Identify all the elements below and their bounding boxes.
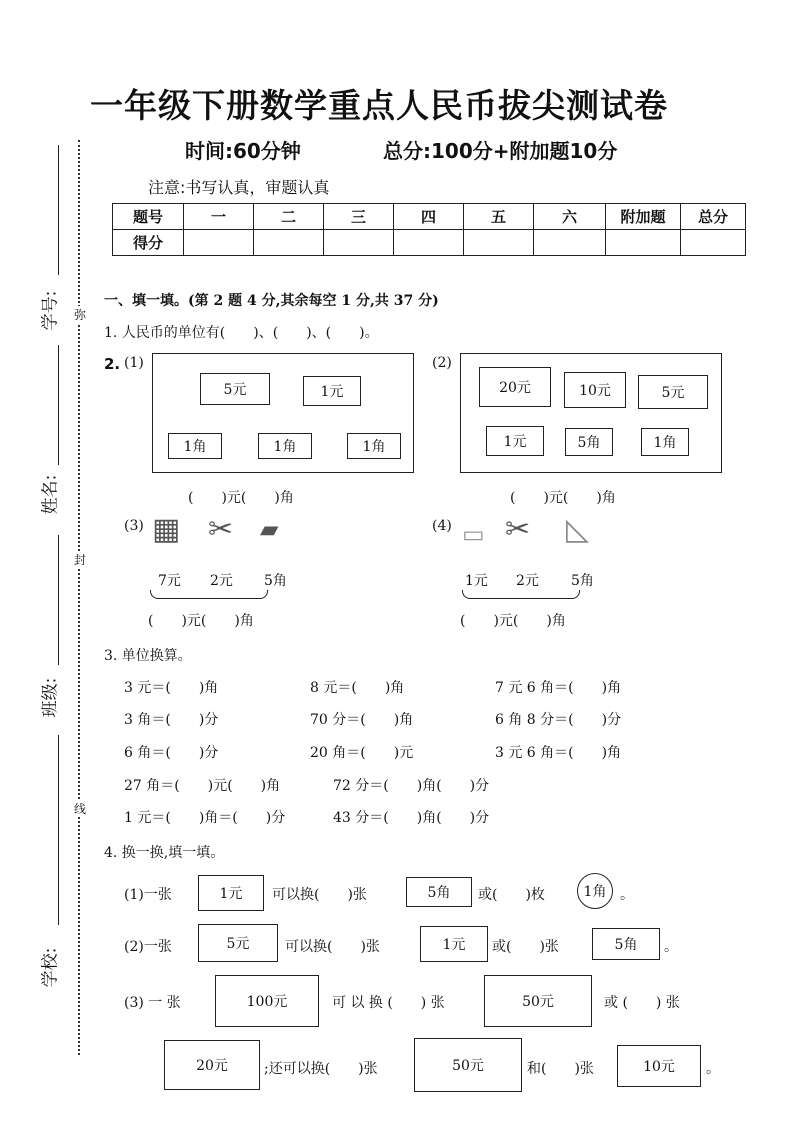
- banknote: 1元: [303, 376, 361, 406]
- banknote: 5角: [565, 428, 613, 456]
- banknote: 5元: [198, 924, 278, 962]
- exchange-blank[interactable]: ;还可以换( )张: [264, 1061, 378, 1077]
- scissors-icon: ✂: [505, 512, 531, 547]
- id-line: [58, 145, 59, 275]
- table-header: 总分: [681, 204, 746, 230]
- conversion-item[interactable]: 3 元 6 角＝( )角: [495, 745, 622, 761]
- row-label: 得分: [113, 230, 184, 256]
- banknote: 5角: [406, 877, 472, 907]
- score-table: [112, 203, 746, 256]
- banknote: 1角: [168, 433, 222, 459]
- banknote: 5元: [200, 373, 270, 405]
- banknote: 10元: [564, 372, 626, 408]
- total-score: 总分:100分+附加题10分: [383, 139, 618, 163]
- seal-char: 弥: [74, 308, 87, 322]
- exchange-blank[interactable]: 可 以 换 ( ) 张: [332, 995, 445, 1011]
- seal-char: 封: [74, 553, 87, 567]
- conversion-item[interactable]: 3 角＝( )分: [124, 712, 219, 728]
- banknote: 1角: [347, 433, 401, 459]
- price: 1元: [465, 573, 488, 589]
- conversion-item[interactable]: 27 角＝( )元( )角: [124, 778, 281, 794]
- binding-line: [78, 140, 80, 1055]
- score-cell[interactable]: [254, 230, 324, 256]
- section-heading: 一、填一填。(第 2 题 4 分,其余每空 1 分,共 37 分): [104, 293, 439, 309]
- conversion-item[interactable]: 70 分＝( )角: [310, 712, 414, 728]
- conversion-item[interactable]: 8 元＝( )角: [310, 680, 405, 696]
- banknote: 50元: [484, 975, 592, 1027]
- seal-char: 线: [74, 802, 87, 816]
- page-title: 一年级下册数学重点人民币拔尖测试卷: [90, 86, 668, 125]
- school-label: 学校:: [40, 947, 61, 988]
- banknote: 1元: [198, 875, 264, 911]
- exchange-text: (2)一张: [124, 939, 172, 955]
- table-header: 四: [394, 204, 464, 230]
- price: 5角: [571, 573, 594, 589]
- id-label: 学号:: [40, 290, 61, 331]
- time-limit: 时间:60分钟: [185, 139, 301, 163]
- score-cell[interactable]: [681, 230, 746, 256]
- question-3-title: 3. 单位换算。: [104, 648, 192, 664]
- brace: [150, 590, 268, 599]
- price: 2元: [210, 573, 233, 589]
- table-row: [113, 230, 746, 256]
- question-1: 1. 人民币的单位有( )、( )、( )。: [104, 325, 379, 341]
- question-4-title: 4. 换一换,填一填。: [104, 845, 225, 861]
- price: 2元: [516, 573, 539, 589]
- banknote: 1元: [420, 926, 488, 962]
- answer-blank[interactable]: ( )元( )角: [188, 490, 294, 506]
- conversion-item[interactable]: 20 角＝( )元: [310, 745, 414, 761]
- conversion-item[interactable]: 43 分＝( )角( )分: [333, 810, 490, 826]
- name-label: 姓名:: [40, 474, 61, 515]
- price: 7元: [158, 573, 181, 589]
- table-header: 三: [324, 204, 394, 230]
- pencil-box-icon: ▰: [260, 515, 279, 543]
- class-line: [58, 535, 59, 665]
- conversion-item[interactable]: 1 元＝( )角＝( )分: [124, 810, 286, 826]
- answer-blank[interactable]: ( )元( )角: [510, 490, 616, 506]
- banknote: 5角: [592, 928, 660, 960]
- answer-blank[interactable]: ( )元( )角: [460, 613, 566, 629]
- conversion-item[interactable]: 6 角 8 分＝( )分: [495, 712, 622, 728]
- exchange-blank[interactable]: 或 ( ) 张: [604, 995, 680, 1011]
- table-header: 五: [464, 204, 534, 230]
- answer-blank[interactable]: ( )元( )角: [148, 613, 254, 629]
- table-header: 二: [254, 204, 324, 230]
- scissors-icon: ✂: [208, 512, 234, 547]
- eraser-icon: ▭: [462, 520, 485, 548]
- punctuation: 。: [664, 939, 678, 955]
- exchange-blank[interactable]: 可以换( )张: [272, 887, 367, 903]
- brace: [462, 590, 580, 599]
- exchange-blank[interactable]: 或( )张: [492, 939, 559, 955]
- banknote: 20元: [479, 367, 551, 407]
- banknote: 5元: [638, 375, 708, 409]
- score-cell[interactable]: [394, 230, 464, 256]
- score-cell[interactable]: [606, 230, 681, 256]
- notice: 注意:书写认真，审题认真: [148, 178, 330, 197]
- set-square-icon: ◺: [566, 512, 590, 547]
- conversion-item[interactable]: 6 角＝( )分: [124, 745, 219, 761]
- banknote: 1角: [258, 433, 312, 459]
- name-line: [58, 345, 59, 465]
- class-label: 班级:: [40, 677, 61, 718]
- school-line: [58, 735, 59, 925]
- banknote: 100元: [215, 975, 319, 1027]
- exchange-text: (3) 一 张: [124, 995, 181, 1011]
- part-label: (4): [432, 518, 452, 534]
- banknote: 1角: [641, 428, 689, 456]
- banknote: 50元: [414, 1038, 522, 1092]
- exchange-text: (1)一张: [124, 887, 172, 903]
- coin: 1角: [577, 873, 613, 909]
- punctuation: 。: [620, 887, 634, 903]
- score-cell[interactable]: [464, 230, 534, 256]
- score-cell[interactable]: [184, 230, 254, 256]
- price: 5角: [264, 573, 287, 589]
- conversion-item[interactable]: 72 分＝( )角( )分: [333, 778, 490, 794]
- banknote: 10元: [617, 1045, 701, 1087]
- part-label: (2): [432, 355, 452, 371]
- banknote: 20元: [164, 1040, 260, 1090]
- table-row: [113, 204, 746, 230]
- book-icon: ▦: [152, 512, 181, 547]
- table-header: 六: [534, 204, 606, 230]
- table-header: 题号: [113, 204, 184, 230]
- score-cell[interactable]: [534, 230, 606, 256]
- part-label: (3): [124, 518, 144, 534]
- exchange-blank[interactable]: 和( )张: [527, 1061, 594, 1077]
- conversion-item[interactable]: 7 元 6 角＝( )角: [495, 680, 622, 696]
- exchange-blank[interactable]: 或( )枚: [478, 887, 545, 903]
- score-cell[interactable]: [324, 230, 394, 256]
- table-header: 附加题: [606, 204, 681, 230]
- punctuation: 。: [706, 1061, 720, 1077]
- banknote: 1元: [486, 426, 544, 456]
- part-label: (1): [124, 355, 144, 371]
- exchange-blank[interactable]: 可以换( )张: [285, 939, 380, 955]
- question-2-label: 2.: [104, 355, 121, 373]
- conversion-item[interactable]: 3 元＝( )角: [124, 680, 219, 696]
- table-header: 一: [184, 204, 254, 230]
